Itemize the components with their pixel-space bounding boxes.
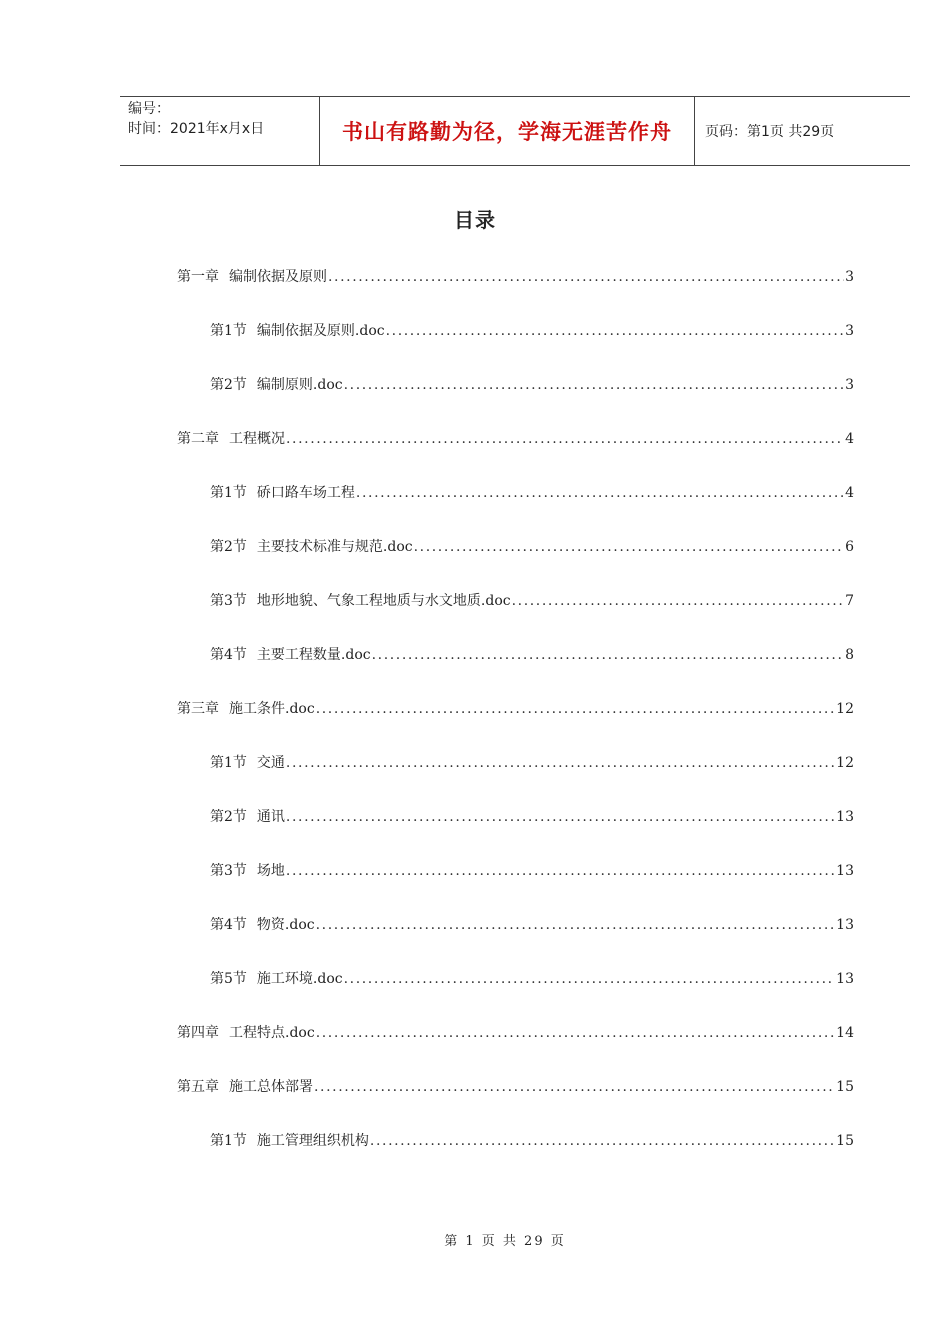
toc-entry-page: 3 bbox=[845, 323, 854, 339]
page-footer: 第 1 页 共 29 页 bbox=[444, 1234, 566, 1249]
header-meta bbox=[120, 97, 320, 165]
toc-leader-dots bbox=[512, 590, 844, 612]
toc-entry[interactable] bbox=[210, 806, 854, 828]
toc-leader-dots bbox=[286, 428, 844, 450]
toc-entry-number: 第五章 bbox=[177, 1079, 219, 1095]
toc-entry-text: 工程概况 bbox=[229, 431, 285, 447]
toc-entry-page: 15 bbox=[836, 1133, 854, 1149]
toc-entry-text: 物资.doc bbox=[256, 917, 315, 933]
toc-leader-dots bbox=[372, 644, 844, 666]
toc-entry-page: 6 bbox=[845, 539, 854, 555]
toc-entry-number: 第二章 bbox=[177, 431, 219, 447]
toc-entry-page: 13 bbox=[836, 917, 854, 933]
toc-entry-text: 施工管理组织机构 bbox=[256, 1133, 369, 1149]
toc-entry-text: 通讯 bbox=[256, 809, 285, 825]
toc-leader-dots bbox=[316, 698, 835, 720]
page-header bbox=[120, 96, 910, 166]
toc-title: 目录 bbox=[454, 208, 496, 232]
toc-entry[interactable] bbox=[210, 536, 854, 558]
toc-entry-number: 第四章 bbox=[177, 1025, 219, 1041]
toc-leader-dots bbox=[344, 374, 844, 396]
toc-entry-text: 硚口路车场工程 bbox=[256, 485, 355, 501]
toc-leader-dots bbox=[356, 482, 844, 504]
toc-entry-text: 编制依据及原则 bbox=[229, 269, 327, 285]
toc-entry[interactable] bbox=[210, 860, 854, 882]
toc-entry-text: 场地 bbox=[256, 863, 285, 879]
time-label: 时间：2021年x月x日 bbox=[128, 121, 265, 137]
header-motto: 书山有路勤为径，学海无涯苦作舟 bbox=[320, 97, 695, 165]
toc-entry[interactable] bbox=[210, 968, 854, 990]
toc-entry-text: 施工环境.doc bbox=[256, 971, 343, 987]
toc-entry-page: 7 bbox=[845, 593, 854, 609]
toc-entry-number: 第1节 bbox=[210, 1133, 247, 1149]
toc-entry-number: 第3节 bbox=[210, 593, 247, 609]
toc-entry-text: 主要工程数量.doc bbox=[256, 647, 371, 663]
toc-entry-page: 4 bbox=[845, 431, 854, 447]
toc-entry[interactable] bbox=[177, 1076, 854, 1098]
toc-entry-number: 第2节 bbox=[210, 539, 247, 555]
toc-entry-number: 第1节 bbox=[210, 485, 247, 501]
toc-entry[interactable] bbox=[210, 374, 854, 396]
toc-entry-page: 8 bbox=[845, 647, 854, 663]
toc-entry[interactable] bbox=[210, 482, 854, 504]
toc-entry[interactable] bbox=[177, 1022, 854, 1044]
toc-entry-page: 13 bbox=[836, 809, 854, 825]
toc-entry-page: 12 bbox=[836, 755, 854, 771]
toc-leader-dots bbox=[286, 806, 835, 828]
toc-entry-number: 第1节 bbox=[210, 323, 247, 339]
toc-entry-page: 13 bbox=[836, 971, 854, 987]
toc-entry-page: 4 bbox=[845, 485, 854, 501]
toc-entry-text: 地形地貌、气象工程地质与水文地质.doc bbox=[256, 593, 511, 609]
toc-entry-page: 3 bbox=[845, 269, 854, 285]
toc-entry[interactable] bbox=[210, 644, 854, 666]
toc-leader-dots bbox=[386, 320, 844, 342]
toc-entry-number: 第4节 bbox=[210, 917, 247, 933]
header-page-info: 页码：第1页 共29页 bbox=[705, 124, 835, 140]
toc-leader-dots bbox=[370, 1130, 835, 1152]
toc-leader-dots bbox=[316, 914, 836, 936]
toc-entry-number: 第3节 bbox=[210, 863, 247, 879]
toc-leader-dots bbox=[316, 1022, 835, 1044]
toc-entry-number: 第一章 bbox=[177, 269, 219, 285]
toc-entry[interactable] bbox=[210, 752, 854, 774]
toc-leader-dots bbox=[314, 1076, 835, 1098]
toc-entry[interactable] bbox=[210, 914, 854, 936]
toc-entry[interactable] bbox=[210, 320, 854, 342]
toc-entry-text: 主要技术标准与规范.doc bbox=[256, 539, 413, 555]
toc-entry-text: 交通 bbox=[256, 755, 285, 771]
toc-entry-text: 工程特点.doc bbox=[229, 1025, 315, 1041]
toc-entry-number: 第1节 bbox=[210, 755, 247, 771]
toc-entry-text: 编制依据及原则.doc bbox=[256, 323, 385, 339]
toc-entry-text: 编制原则.doc bbox=[256, 377, 343, 393]
toc-entry-number: 第三章 bbox=[177, 701, 219, 717]
toc-leader-dots bbox=[286, 860, 835, 882]
toc-entry[interactable] bbox=[177, 698, 854, 720]
toc-leader-dots bbox=[286, 752, 835, 774]
toc-entry[interactable] bbox=[210, 1130, 854, 1152]
toc-entry[interactable] bbox=[210, 590, 854, 612]
toc-entry-page: 3 bbox=[845, 377, 854, 393]
toc-entry-number: 第5节 bbox=[210, 971, 247, 987]
toc-leader-dots bbox=[328, 266, 844, 288]
toc-entry-number: 第2节 bbox=[210, 377, 247, 393]
toc-entry-number: 第2节 bbox=[210, 809, 247, 825]
toc-entry-page: 15 bbox=[836, 1079, 854, 1095]
toc-entry[interactable] bbox=[177, 428, 854, 450]
toc-entry-page: 12 bbox=[836, 701, 854, 717]
toc-entry-text: 施工条件.doc bbox=[229, 701, 315, 717]
toc-leader-dots bbox=[414, 536, 844, 558]
toc-entry-number: 第4节 bbox=[210, 647, 247, 663]
toc-entry-page: 13 bbox=[836, 863, 854, 879]
number-label: 编号： bbox=[128, 101, 170, 117]
toc-entry-text: 施工总体部署 bbox=[229, 1079, 313, 1095]
toc-entry-page: 14 bbox=[836, 1025, 854, 1041]
toc-entry[interactable] bbox=[177, 266, 854, 288]
toc-leader-dots bbox=[344, 968, 836, 990]
